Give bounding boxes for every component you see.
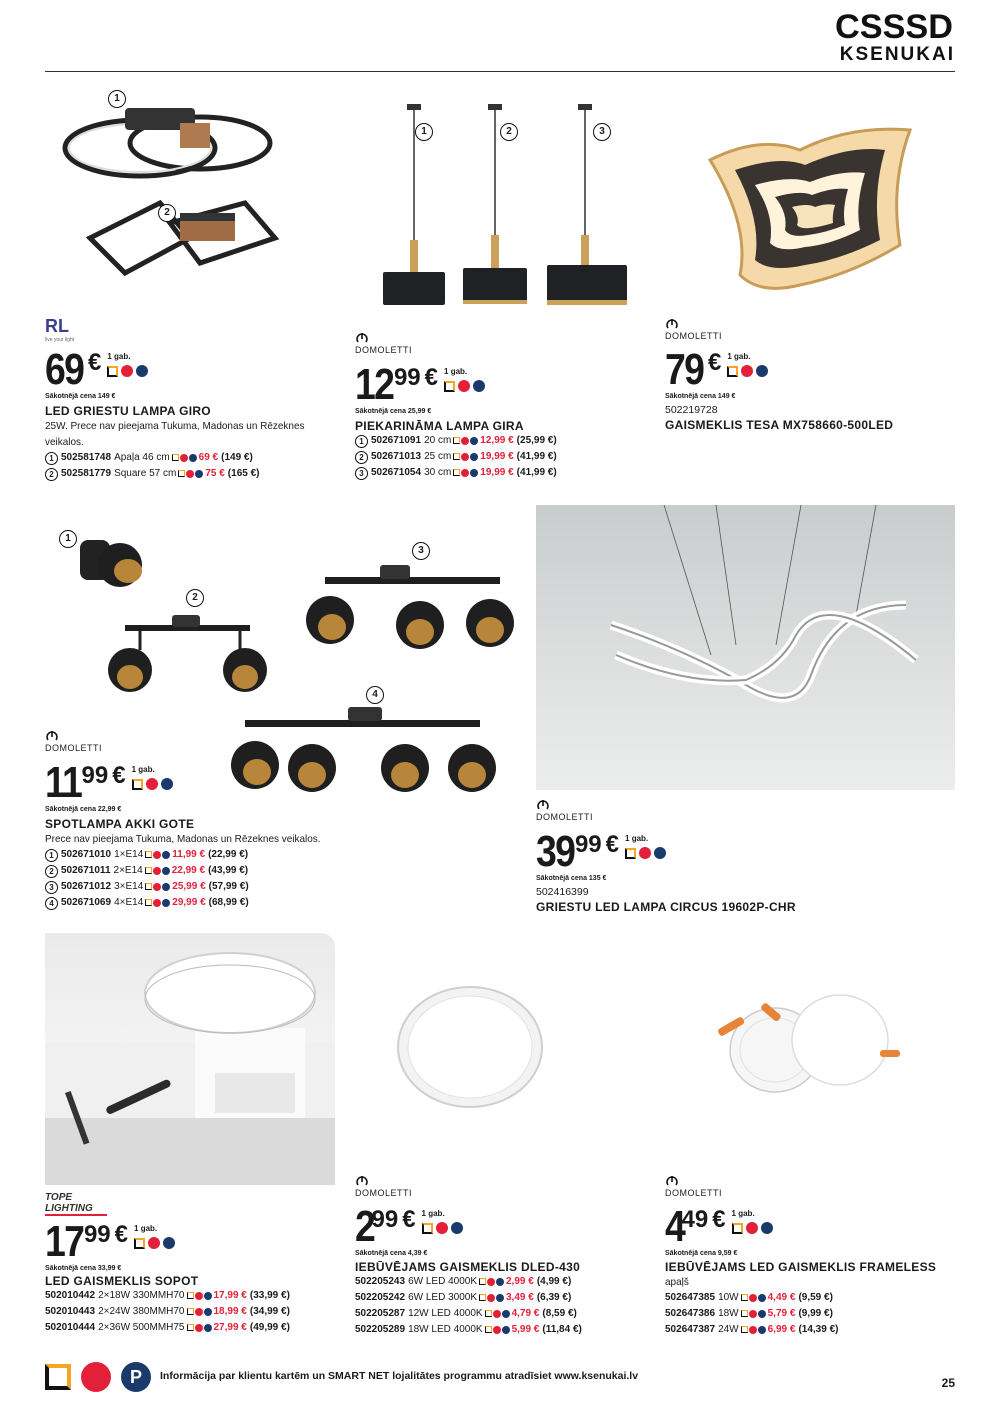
card-icon xyxy=(453,453,460,460)
card-icon xyxy=(107,366,118,377)
smart-icon xyxy=(493,1310,501,1318)
p-icon xyxy=(502,1326,510,1334)
smart-icon xyxy=(121,365,133,377)
tesa-brand: DOMOLETTI xyxy=(665,316,722,341)
circus-brand: DOMOLETTI xyxy=(536,797,593,822)
header-divider xyxy=(45,71,955,72)
variant-original-price: (49,99 €) xyxy=(249,1322,290,1333)
card-icon xyxy=(741,1326,748,1333)
akki-variant-row xyxy=(45,895,345,911)
variant-original-price: (9,99 €) xyxy=(798,1308,833,1319)
akki-label-3: 3 xyxy=(412,542,430,560)
gira-label-1: 1 xyxy=(415,123,433,141)
smart-icon xyxy=(493,1326,501,1334)
variant-code: 502205289 xyxy=(355,1324,406,1335)
giro-label-2: 2 xyxy=(158,204,176,222)
svg-text:CSSSD: CSSSD xyxy=(835,8,953,44)
variant-spec: 20 cm xyxy=(424,435,452,446)
variant-number: 2 xyxy=(45,468,58,481)
giro-label-1: 1 xyxy=(108,90,126,108)
frameless-variant-row xyxy=(665,1322,965,1338)
card-icon xyxy=(187,1292,194,1299)
akki-price: 11 99 € 1 gab. Sākotnējā cena 22,99 € xyxy=(45,763,173,813)
variant-number: 3 xyxy=(355,467,368,480)
gira-price: 12 99 € 1 gab. Sākotnējā cena 25,99 € xyxy=(355,365,485,415)
variant-code: 502205243 xyxy=(355,1276,406,1287)
variant-original-price: (41,99 €) xyxy=(516,467,557,478)
p-icon xyxy=(162,867,170,875)
variant-loyalty-icons xyxy=(145,899,170,907)
p-icon xyxy=(162,899,170,907)
variant-original-price: (149 €) xyxy=(221,452,253,463)
variant-code: 502010442 xyxy=(45,1290,96,1301)
variant-spec: 25 cm xyxy=(424,451,452,462)
variant-price: 11,99 € xyxy=(172,849,206,860)
akki-info: SPOTLAMPA AKKI GOTE Prece nav pieejama Tukuma, Madonas un Rēzeknes veikalos. 1 502671010 1×E14 11,99 € (22,99 €) 2 502671011 2×E14 22,99 € (43,99 €) 3 502671012 3×E14 25,99 € (57,99 €) 4 502671069 4×E14 29,99 € (68,99 €) xyxy=(45,811,345,911)
dled-info: IEBŪVĒJAMS GAISMEKLIS DLED-430 502205243 6W LED 4000K 2,99 € (4,99 €) 502205242 6W LED 3000K 3,49 € (6,39 €) 502205287 12W LED 4000K 4,79 € (8,59 €) 502205289 18W LED 4000K 5,99 € (11,84 €) xyxy=(355,1254,655,1338)
domoletti-logo-icon xyxy=(355,330,369,344)
variant-original-price: (25,99 €) xyxy=(516,435,557,446)
giro-variant-row xyxy=(45,450,325,466)
akki-label-1: 1 xyxy=(59,530,77,548)
sopot-info: LED GAISMEKLIS SOPOT 502010442 2×18W 330MMH70 17,99 € (33,99 €) 502010443 2×24W 380MMH70 18,99 € (34,99 €) 502010444 2×36W 500MMH75 27,99 € (49,99 €) xyxy=(45,1268,345,1336)
variant-number: 2 xyxy=(355,451,368,464)
variant-code: 502671013 xyxy=(371,451,422,462)
card-icon xyxy=(485,1310,492,1317)
smart-icon xyxy=(153,899,161,907)
variant-loyalty-icons xyxy=(453,437,478,445)
dled-variant-row xyxy=(355,1306,655,1322)
p-icon xyxy=(163,1237,175,1249)
smart-icon xyxy=(153,883,161,891)
p-icon xyxy=(451,1222,463,1234)
p-icon xyxy=(195,470,203,478)
smart-icon xyxy=(153,851,161,859)
variant-price: 12,99 € xyxy=(480,435,514,446)
variant-spec: 2×E14 xyxy=(113,865,143,876)
p-icon xyxy=(756,365,768,377)
variant-original-price: (4,99 €) xyxy=(536,1276,572,1287)
variant-original-price: (14,39 €) xyxy=(798,1324,839,1335)
smart-icon xyxy=(749,1294,757,1302)
akki-variant-row xyxy=(45,863,345,879)
variant-spec: 2×36W 500MMH75 xyxy=(98,1322,185,1333)
frameless-price: 4 49 € 1 gab. Sākotnējā cena 9,59 € xyxy=(665,1207,773,1257)
variant-original-price: (165 €) xyxy=(227,468,260,479)
variant-loyalty-icons xyxy=(479,1294,504,1302)
domoletti-logo-icon xyxy=(665,1173,679,1187)
domoletti-logo-icon xyxy=(45,728,59,742)
card-icon xyxy=(134,1238,145,1249)
variant-price: 5,99 € xyxy=(511,1324,540,1335)
variant-original-price: (22,99 €) xyxy=(208,849,249,860)
frameless-variant-row xyxy=(665,1290,965,1306)
smart-icon xyxy=(749,1326,757,1334)
domoletti-logo-icon xyxy=(665,316,679,330)
card-icon xyxy=(727,366,738,377)
frameless-brand: DOMOLETTI xyxy=(665,1173,722,1198)
p-icon xyxy=(496,1278,504,1286)
sopot-price: 17 99 € 1 gab. Sākotnējā cena 33,99 € xyxy=(45,1222,175,1272)
card-icon xyxy=(444,381,455,392)
sopot-variant-row xyxy=(45,1320,345,1336)
smart-icon xyxy=(195,1308,203,1316)
akki-brand: DOMOLETTI xyxy=(45,728,102,753)
variant-spec: 1×E14 xyxy=(114,849,144,860)
sopot-image xyxy=(45,933,335,1185)
dled-brand: DOMOLETTI xyxy=(355,1173,412,1198)
p-icon xyxy=(189,454,197,462)
variant-loyalty-icons xyxy=(145,867,170,875)
card-icon xyxy=(145,883,152,890)
variant-spec: 6W LED 3000K xyxy=(408,1292,477,1303)
card-icon xyxy=(178,470,185,477)
variant-code: 502647386 xyxy=(665,1308,716,1319)
frameless-variant-row xyxy=(665,1306,965,1322)
variant-number: 1 xyxy=(45,849,58,862)
giro-image xyxy=(30,88,290,303)
variant-loyalty-icons xyxy=(453,453,478,461)
smart-icon xyxy=(146,778,158,790)
p-icon xyxy=(204,1324,212,1332)
tesa-info: 502219728 GAISMEKLIS TESA MX758660-500LED xyxy=(665,404,894,432)
frameless-image xyxy=(705,990,910,1100)
card-icon xyxy=(732,1223,743,1234)
client-card-icon xyxy=(45,1364,71,1390)
variant-loyalty-icons xyxy=(172,454,197,462)
giro-price: 69 € 1 gab. Sākotnējā cena 149 € xyxy=(45,350,148,400)
tesa-image xyxy=(700,125,920,295)
p-icon xyxy=(162,851,170,859)
gira-label-2: 2 xyxy=(500,123,518,141)
variant-original-price: (43,99 €) xyxy=(208,865,249,876)
variant-price: 29,99 € xyxy=(172,897,206,908)
card-icon xyxy=(145,899,152,906)
card-icon xyxy=(741,1310,748,1317)
dled-image xyxy=(395,985,545,1115)
dled-variant-row xyxy=(355,1274,655,1290)
gira-image xyxy=(375,100,645,310)
p-icon xyxy=(473,380,485,392)
card-icon xyxy=(453,469,460,476)
sopot-brand: TOPE LIGHTING xyxy=(45,1192,107,1216)
smart-icon xyxy=(461,437,469,445)
variant-loyalty-icons xyxy=(187,1324,212,1332)
giro-variant-row xyxy=(45,466,325,482)
variant-spec: 18W LED 4000K xyxy=(408,1324,483,1335)
variant-spec: 2×24W 380MMH70 xyxy=(98,1306,185,1317)
footer-info-text: Informācija par klientu kartēm un SMART NET lojalitātes programmu atradīsiet www.ksenukai.lv xyxy=(160,1370,639,1382)
smart-icon xyxy=(195,1324,203,1332)
card-icon xyxy=(187,1308,194,1315)
p-icon xyxy=(204,1292,212,1300)
circus-image xyxy=(536,505,955,790)
variant-number: 4 xyxy=(45,897,58,910)
variant-loyalty-icons xyxy=(741,1326,766,1334)
smart-icon xyxy=(639,847,651,859)
variant-price: 19,99 € xyxy=(480,467,514,478)
sopot-variant-row xyxy=(45,1304,345,1320)
variant-loyalty-icons xyxy=(187,1292,212,1300)
p-icon xyxy=(161,778,173,790)
p-loyalty-icon: P xyxy=(121,1362,151,1392)
variant-loyalty-icons xyxy=(187,1308,212,1316)
variant-spec: 12W LED 4000K xyxy=(408,1308,483,1319)
variant-loyalty-icons xyxy=(178,470,203,478)
card-icon xyxy=(479,1294,486,1301)
p-icon xyxy=(502,1310,510,1318)
variant-spec: 10W xyxy=(718,1292,739,1303)
variant-spec: Apaļa 46 cm xyxy=(114,452,170,463)
logo-wordmark: KSENUKAI xyxy=(839,44,955,65)
p-icon xyxy=(496,1294,504,1302)
card-icon xyxy=(485,1326,492,1333)
variant-number: 1 xyxy=(355,435,368,448)
gira-variant-row xyxy=(355,433,635,449)
gira-info: PIEKARINĀMA LAMPA GIRA 1 502671091 20 cm 12,99 € (25,99 €) 2 502671013 25 cm 19,99 € (41,99 €) 3 502671054 30 cm 19,99 € (41,99 €) xyxy=(355,413,635,481)
variant-code: 502647385 xyxy=(665,1292,716,1303)
variant-loyalty-icons xyxy=(485,1310,510,1318)
p-icon xyxy=(758,1294,766,1302)
variant-price: 4,49 € xyxy=(767,1292,796,1303)
variant-original-price: (6,39 €) xyxy=(536,1292,572,1303)
variant-code: 502581748 xyxy=(61,452,112,463)
tesa-price: 79 € 1 gab. Sākotnējā cena 149 € xyxy=(665,350,768,400)
circus-info: 502416399 GRIESTU LED LAMPA CIRCUS 19602P-CHR xyxy=(536,886,796,914)
p-icon xyxy=(758,1310,766,1318)
variant-spec: 6W LED 4000K xyxy=(408,1276,477,1287)
smart-net-icon xyxy=(81,1362,111,1392)
variant-spec: 18W xyxy=(718,1308,739,1319)
footer-icons xyxy=(45,1362,151,1392)
variant-price: 69 € xyxy=(198,452,219,463)
variant-code: 502010443 xyxy=(45,1306,96,1317)
variant-code: 502647387 xyxy=(665,1324,716,1335)
variant-price: 2,99 € xyxy=(506,1276,534,1287)
variant-price: 4,79 € xyxy=(511,1308,540,1319)
dled-variant-row xyxy=(355,1290,655,1306)
variant-code: 502671054 xyxy=(371,467,422,478)
akki-label-2: 2 xyxy=(186,589,204,607)
variant-original-price: (41,99 €) xyxy=(516,451,557,462)
akki-label-4: 4 xyxy=(366,686,384,704)
variant-price: 22,99 € xyxy=(171,865,206,876)
dled-variant-row xyxy=(355,1322,655,1338)
p-icon xyxy=(654,847,666,859)
smart-icon xyxy=(461,469,469,477)
p-icon xyxy=(470,453,478,461)
gira-brand: DOMOLETTI xyxy=(355,330,412,355)
variant-price: 6,99 € xyxy=(767,1324,796,1335)
p-icon xyxy=(162,883,170,891)
p-icon xyxy=(758,1326,766,1334)
smart-icon xyxy=(487,1278,495,1286)
variant-loyalty-icons xyxy=(453,469,478,477)
variant-price: 3,49 € xyxy=(506,1292,534,1303)
card-icon xyxy=(172,454,179,461)
variant-spec: 3×E14 xyxy=(114,881,144,892)
variant-price: 27,99 € xyxy=(213,1322,247,1333)
variant-original-price: (33,99 €) xyxy=(249,1290,290,1301)
giro-info: LED GRIESTU LAMPA GIRO 25W. Prece nav pieejama Tukuma, Madonas un Rēzeknes veikalos. 1 502581748 Apaļa 46 cm 69 € (149 €) 2 502581779 Square 57 cm 75 € (165 €) xyxy=(45,398,325,482)
variant-original-price: (8,59 €) xyxy=(542,1308,577,1319)
card-icon xyxy=(479,1278,486,1285)
variant-number: 1 xyxy=(45,452,58,465)
variant-price: 18,99 € xyxy=(213,1306,247,1317)
frameless-info: IEBŪVĒJAMS LED GAISMEKLIS FRAMELESS apaļš 502647385 10W 4,49 € (9,59 €) 502647386 18W 5,79 € (9,99 €) 502647387 24W 6,99 € (14,39 €) xyxy=(665,1254,965,1338)
variant-code: 502671069 xyxy=(61,897,112,908)
smart-icon xyxy=(458,380,470,392)
smart-icon xyxy=(461,453,469,461)
p-icon xyxy=(204,1308,212,1316)
variant-price: 75 € xyxy=(205,468,225,479)
variant-loyalty-icons xyxy=(145,851,170,859)
giro-brand: RL live your light xyxy=(45,316,75,343)
variant-original-price: (11,84 €) xyxy=(542,1324,582,1335)
variant-price: 19,99 € xyxy=(480,451,514,462)
variant-loyalty-icons xyxy=(479,1278,504,1286)
card-icon xyxy=(453,437,460,444)
card-icon xyxy=(187,1324,194,1331)
card-icon xyxy=(625,848,636,859)
akki-variant-row xyxy=(45,879,345,895)
smart-icon xyxy=(195,1292,203,1300)
gira-variant-row xyxy=(355,465,635,481)
card-icon xyxy=(132,779,143,790)
variant-number: 2 xyxy=(45,865,58,878)
variant-loyalty-icons xyxy=(485,1326,510,1334)
ksenukai-logo xyxy=(835,8,955,66)
smart-icon xyxy=(180,454,188,462)
variant-spec: 2×18W 330MMH70 xyxy=(98,1290,185,1301)
variant-price: 17,99 € xyxy=(213,1290,247,1301)
variant-price: 5,79 € xyxy=(767,1308,796,1319)
variant-spec: Square 57 cm xyxy=(114,468,177,479)
p-icon xyxy=(470,469,478,477)
card-icon xyxy=(145,867,152,874)
variant-number: 3 xyxy=(45,881,58,894)
variant-loyalty-icons xyxy=(741,1310,766,1318)
variant-original-price: (57,99 €) xyxy=(208,881,249,892)
smart-icon xyxy=(148,1237,160,1249)
smart-icon xyxy=(487,1294,495,1302)
variant-loyalty-icons xyxy=(741,1294,766,1302)
domoletti-logo-icon xyxy=(355,1173,369,1187)
p-icon xyxy=(136,365,148,377)
variant-code: 502010444 xyxy=(45,1322,96,1333)
page-number: 25 xyxy=(941,1376,955,1390)
variant-spec: 24W xyxy=(718,1324,739,1335)
card-icon xyxy=(741,1294,748,1301)
variant-code: 502671091 xyxy=(371,435,422,446)
domoletti-logo-icon xyxy=(536,797,550,811)
akki-variant-row xyxy=(45,847,345,863)
p-icon xyxy=(761,1222,773,1234)
variant-code: 502581779 xyxy=(61,468,112,479)
p-icon xyxy=(470,437,478,445)
variant-code: 502671010 xyxy=(61,849,112,860)
variant-code: 502205242 xyxy=(355,1292,406,1303)
smart-icon xyxy=(153,867,161,875)
variant-code: 502671012 xyxy=(61,881,112,892)
circus-price: 39 99 € 1 gab. Sākotnējā cena 135 € xyxy=(536,832,666,882)
smart-icon xyxy=(749,1310,757,1318)
variant-spec: 30 cm xyxy=(424,467,452,478)
variant-code: 502671011 xyxy=(61,865,111,876)
logo-letters-icon xyxy=(835,8,955,44)
card-icon xyxy=(145,851,152,858)
gira-label-3: 3 xyxy=(593,123,611,141)
variant-original-price: (68,99 €) xyxy=(208,897,249,908)
card-icon xyxy=(422,1223,433,1234)
variant-original-price: (34,99 €) xyxy=(249,1306,290,1317)
smart-icon xyxy=(436,1222,448,1234)
sopot-variant-row xyxy=(45,1288,345,1304)
smart-icon xyxy=(741,365,753,377)
smart-icon xyxy=(186,470,194,478)
variant-code: 502205287 xyxy=(355,1308,406,1319)
gira-variant-row xyxy=(355,449,635,465)
variant-original-price: (9,59 €) xyxy=(798,1292,833,1303)
variant-price: 25,99 € xyxy=(172,881,206,892)
dled-price: 2 99 € 1 gab. Sākotnējā cena 4,39 € xyxy=(355,1207,463,1257)
variant-spec: 4×E14 xyxy=(114,897,144,908)
variant-loyalty-icons xyxy=(145,883,170,891)
smart-icon xyxy=(746,1222,758,1234)
